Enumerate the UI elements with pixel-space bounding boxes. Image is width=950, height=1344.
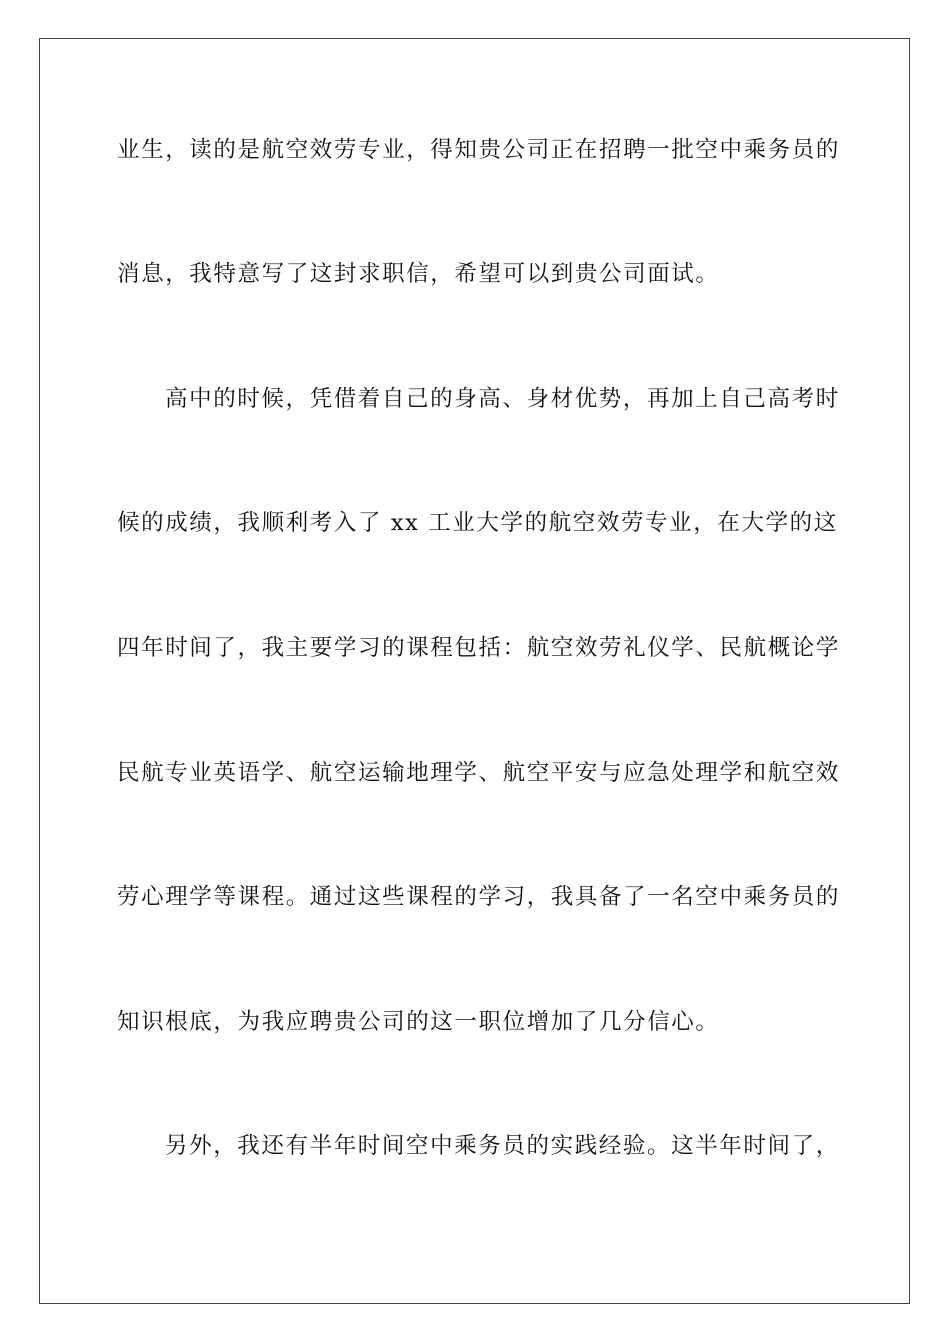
text-line: 业生，读的是航空效劳专业，得知贵公司正在招聘一批空中乘务员的: [117, 137, 841, 163]
text-line: 知识根底，为我应聘贵公司的这一职位增加了几分信心。: [117, 1009, 720, 1035]
text-line: 民航专业英语学、航空运输地理学、航空平安与应急处理学和航空效: [117, 760, 841, 786]
page-border: [39, 38, 910, 1304]
text-line: 消息，我特意写了这封求职信，希望可以到贵公司面试。: [117, 261, 720, 287]
paragraph-start-line: 另外，我还有半年时间空中乘务员的实践经验。这半年时间了，: [165, 1133, 840, 1159]
paragraph-start-line: 高中的时候，凭借着自己的身高、身材优势，再加上自己高考时: [165, 386, 840, 412]
text-line: 四年时间了，我主要学习的课程包括：航空效劳礼仪学、民航概论学: [117, 635, 841, 661]
text-line: 劳心理学等课程。通过这些课程的学习，我具备了一名空中乘务员的: [117, 884, 841, 910]
text-line: 候的成绩，我顺利考入了 xx 工业大学的航空效劳专业，在大学的这: [117, 510, 838, 536]
